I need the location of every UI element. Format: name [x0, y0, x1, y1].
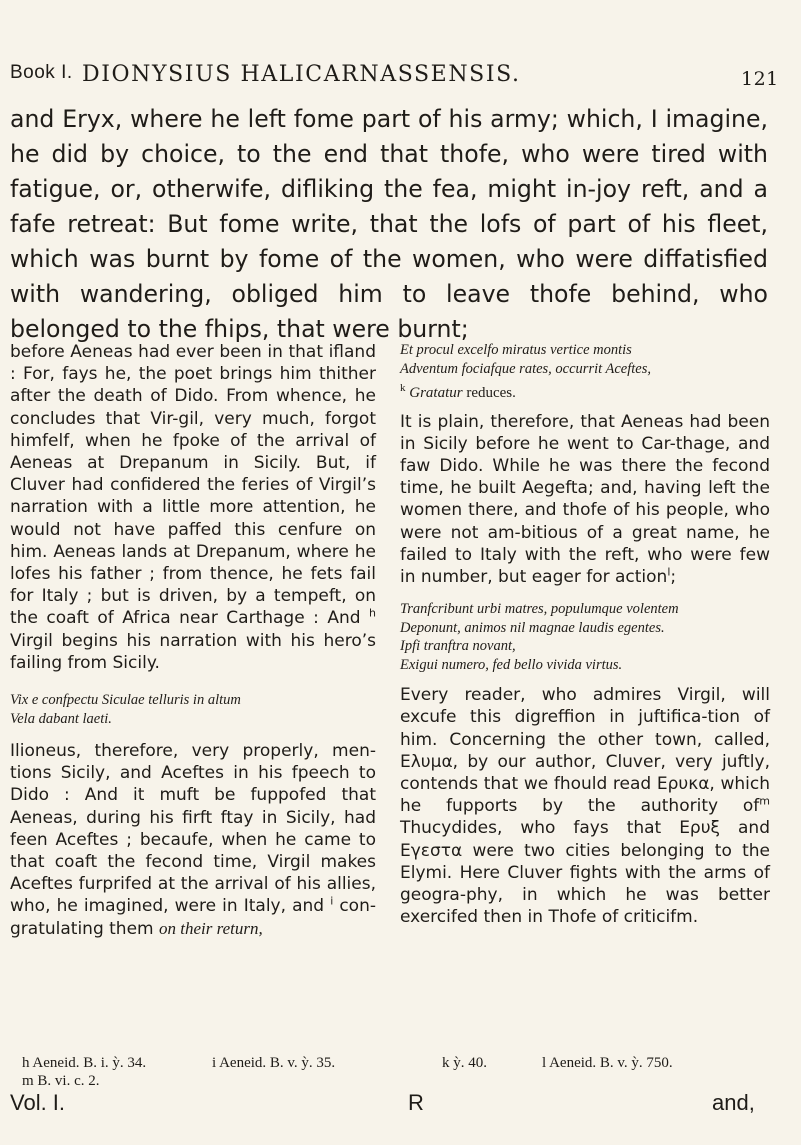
volume-label: Vol. I.: [10, 1090, 66, 1115]
footnote-h: h Aeneid. B. i. ỳ. 34.: [22, 1055, 147, 1071]
left-p1-text-b: Virgil begins his narration with his hero’s failing from Sicily.: [10, 630, 376, 673]
left-paragraph-2: [10, 740, 376, 940]
right-column: [400, 341, 770, 928]
right-p2-text-a: Every reader, who admires Virgil, will excufe this digreffion in juftifica-tion of him. Concerning the other town, called, Ελυμα, by our author, Cluver, very juftly, contends that we fhould read Ερυκα, which he fupports by the authority of: [400, 685, 770, 817]
footnote-ref-k: k: [400, 382, 406, 394]
running-title: DIONYSIUS HALICARNASSENSIS.: [82, 62, 521, 87]
left-p2-italic: on their return,: [159, 918, 263, 938]
page-number: 121: [741, 68, 779, 90]
left-paragraph-1: [10, 341, 376, 674]
footnote-ref-m: m: [759, 794, 770, 808]
book-number: Book I.: [10, 62, 73, 83]
right-verse-quote-3: [400, 600, 770, 674]
verse-line: Tranfcribunt urbi matres, populumque volentem: [400, 601, 679, 618]
left-verse-quote: [10, 691, 376, 728]
verse-italic: Gratatur: [409, 385, 463, 401]
verse-line: Et procul excelfo miratus vertice montis: [400, 342, 632, 358]
verse-line: Adventum fociafque rates, occurrit Aceftes,: [400, 360, 652, 377]
right-paragraph-1: [400, 411, 770, 589]
right-paragraph-2: [400, 684, 770, 928]
left-p1-text-a: before Aeneas had ever been in that ifland : For, fays he, the poet brings him thither after the death of Dido. From whence, he concludes that Vir-gil, very much, forgot himfelf, when he fpoke of the arrival of Aeneas at Drepanum in Sicily. But, if Cluver had confidered the feries of Virgil’s narration with a little more attention, he would not have paffed this cenfure on him. Aeneas lands at Drepanum, where he lofes his father ; from thence, he fets fail for Italy ; but is driven, by a tempeft, on the coaft of Africa near Carthage : And: [10, 342, 376, 629]
verse-text: reduces.: [462, 385, 516, 401]
intro-paragraph: [10, 102, 768, 347]
verse-line: Exigui numero, fed bello vivida virtus.: [400, 656, 623, 673]
right-p1-text-b: ;: [670, 566, 677, 587]
left-column: [10, 341, 376, 940]
footnote-ref-i: i: [330, 894, 334, 908]
verse-line: Vix e confpectu Siculae telluris in altum: [10, 692, 241, 709]
right-p1-text-a: It is plain, therefore, that Aeneas had been in Sicily before he went to Car-thage, and faw Dido. While he was there the fecond time, he built Aegefta; and, having left the women there, and thofe of his people, who were not am-bitious of a great name, he failed to Italy with the reft, who were few in number, but eager for action: [400, 411, 770, 587]
left-p2-text-a: Ilioneus, therefore, very properly, men-tions Sicily, and Aceftes in his fpeech to Dido : And it muft be fuppofed that Aeneas, during his firft ftay in Sicily, had feen Aceftes ; becaufe, when he came to that coaft the fecond time, Virgil makes Aceftes furprifed at the arrival of his allies, who, he imagined, were in Italy, and: [10, 741, 376, 917]
catchword: and,: [712, 1090, 755, 1115]
verse-line: Ipfi tranftra novant,: [400, 638, 516, 655]
footnote-ref-h: h: [369, 606, 376, 620]
right-verse-quote-1: [400, 341, 770, 378]
footnote-i: i Aeneid. B. v. ỳ. 35.: [212, 1055, 336, 1071]
footnote-ref-l: l: [667, 565, 671, 579]
verse-line: Vela dabant laeti.: [10, 710, 112, 727]
footnote-k: k ỳ. 40.: [442, 1055, 487, 1071]
footnote-l: l Aeneid. B. v. ỳ. 750.: [542, 1055, 673, 1071]
right-p2-text-b: Thucydides, who fays that Ερυξ and Εγεστα were two cities belonging to the Elymi. Here Cluver fights with the arms of geogra-phy, in which he was better exercifed then in Thofe of criticifm.: [400, 818, 770, 928]
left-p2-text-b: con-gratulating them: [10, 896, 376, 939]
verse-line: Deponunt, animos nil magnae laudis egentes.: [400, 619, 665, 636]
footnote-m: m B. vi. c. 2.: [22, 1073, 100, 1089]
intro-text: and Eryx, where he left fome part of his army; which, I imagine, he did by choice, to the end that thofe, who were tired with fatigue, or, otherwife, difliking the fea, might in-joy reft, and a fafe retreat: But fome write, that the lofs of part of his fleet, which was burnt by fome of the women, who were diffatisfied with wandering, obliged him to leave thofe behind, who belonged to the fhips, that were burnt;: [10, 105, 768, 343]
signature-mark: R: [408, 1090, 424, 1115]
right-verse-quote-2: [400, 384, 770, 403]
